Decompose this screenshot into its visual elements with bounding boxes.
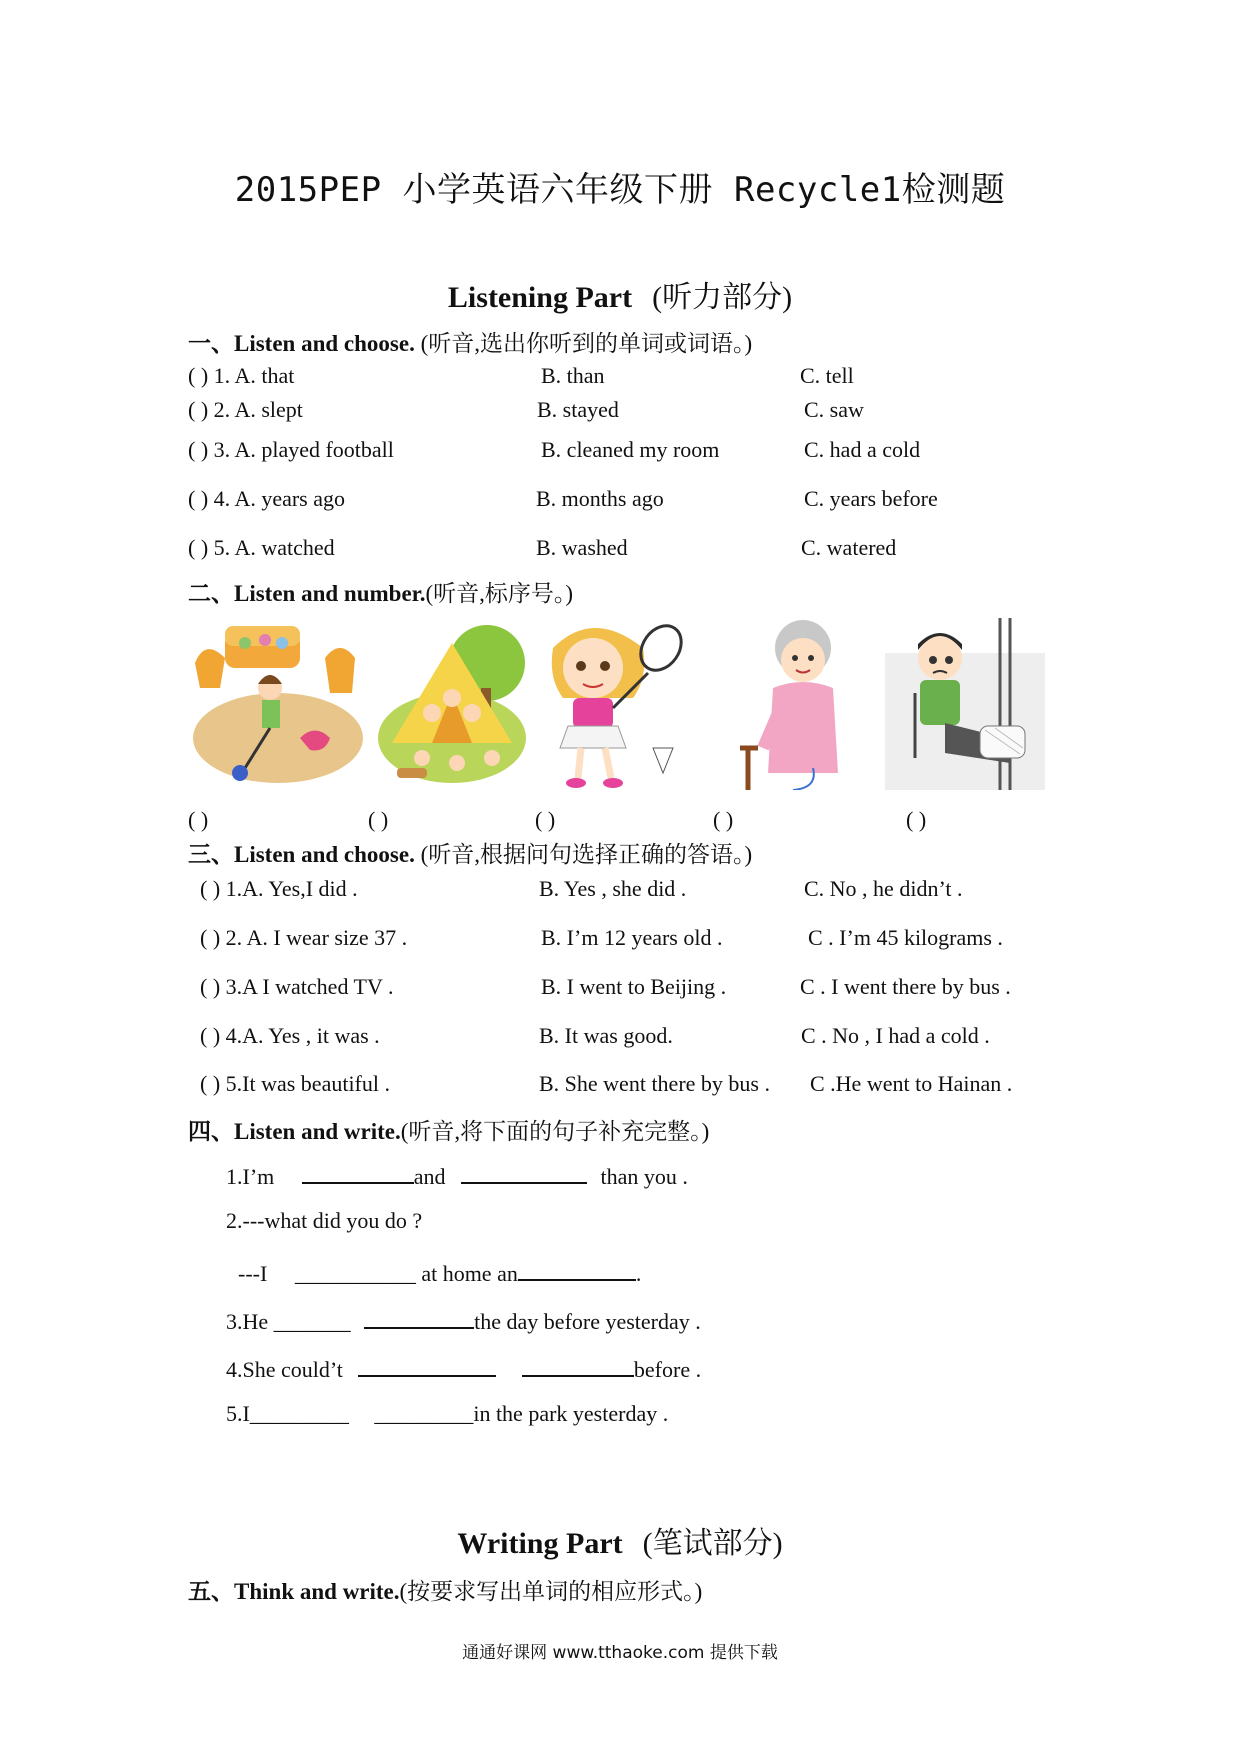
s4-line4-end: the day before yesterday . (474, 1309, 701, 1334)
camping-tent-illustration (377, 618, 527, 790)
s4-line1-start: 1.I’m (226, 1164, 275, 1189)
s3-q3-b: B. I went to Beijing . (541, 974, 727, 999)
s3-q1-a: ( ) 1.A. Yes,I did . (200, 876, 358, 901)
s4-line3-start: ---I (238, 1261, 268, 1286)
section1-heading (188, 325, 752, 358)
number-blank-2[interactable]: ( ) (368, 807, 389, 832)
s3-q2-a: ( ) 2. A. I wear size 37 . (200, 925, 408, 950)
s4-line1 (226, 1160, 688, 1190)
number-blank-4[interactable]: ( ) (713, 807, 734, 832)
s4-line1-blank1[interactable] (302, 1160, 414, 1184)
s3-q4-b: B. It was good. (539, 1023, 673, 1048)
s4-line6-blank2[interactable]: _________ (374, 1401, 474, 1426)
number-blank-5[interactable]: ( ) (906, 807, 927, 832)
section4-heading-en: 四、Listen and write. (188, 1119, 401, 1144)
section3-heading-en: 三、Listen and choose. (188, 842, 415, 867)
s4-line6-blank1[interactable]: _________ (249, 1401, 349, 1426)
section5-heading-cn: (按要求写出单词的相应形式。) (399, 1579, 703, 1604)
s1-q5-c: C. watered (801, 535, 897, 560)
section2-heading (188, 575, 573, 608)
s1-q4-a: ( ) 4. A. years ago (188, 486, 346, 511)
s3-q5-b: B. She went there by bus . (539, 1071, 770, 1096)
s3-q4-c: C . No , I had a cold . (801, 1023, 990, 1048)
s4-line3 (238, 1257, 641, 1287)
s1-q1-b: B. than (541, 363, 605, 388)
s1-q5-b: B. washed (536, 535, 628, 560)
section5-heading-en: 五、Think and write. (188, 1579, 400, 1604)
listening-part-cn: (听力部分) (652, 281, 793, 314)
s4-line4 (226, 1305, 701, 1335)
s1-q4-b: B. months ago (536, 486, 664, 511)
s4-line1-end: than you . (600, 1164, 688, 1189)
s3-q2-b: B. I’m 12 years old . (541, 925, 723, 950)
s4-line6-start: 5.I (226, 1401, 250, 1426)
section1-heading-en: 一、Listen and choose. (188, 331, 415, 356)
s1-q2-a: ( ) 2. A. slept (188, 397, 303, 422)
s1-q3-c: C. had a cold (804, 437, 921, 462)
section4-heading (188, 1113, 709, 1146)
s4-line5-end: before . (633, 1357, 702, 1382)
s4-line5-blank1[interactable] (358, 1353, 496, 1377)
s4-line1-blank2[interactable] (461, 1160, 587, 1184)
section2-heading-cn: (听音,标序号。) (425, 581, 574, 606)
s1-q1-c: C. tell (800, 363, 854, 388)
s4-line3-blank1[interactable]: ___________ (294, 1261, 416, 1286)
listening-part-heading (0, 272, 1240, 316)
s1-q3-b: B. cleaned my room (541, 437, 720, 462)
s3-q3-c: C . I went there by bus . (800, 974, 1011, 999)
section3-heading-cn: (听音,根据问句选择正确的答语。) (420, 842, 753, 867)
writing-part-en: Writing Part (457, 1527, 623, 1560)
s3-q1-b: B. Yes , she did . (539, 876, 687, 901)
s3-q4-a: ( ) 4.A. Yes , it was . (200, 1023, 380, 1048)
writing-part-cn: (笔试部分) (642, 1527, 783, 1560)
injured-man-illustration (885, 618, 1045, 790)
section3-heading (188, 836, 752, 869)
s4-line5 (226, 1353, 701, 1383)
s1-q5-a: ( ) 5. A. watched (188, 535, 335, 560)
badminton-girl-illustration (533, 618, 693, 790)
s1-q2-c: C. saw (804, 397, 864, 422)
page-title: 2015PEP 小学英语六年级下册 Recycle1检测题 (234, 170, 1006, 210)
s4-line3-blank2[interactable] (518, 1257, 636, 1281)
section4-heading-cn: (听音,将下面的句子补充完整。) (400, 1119, 710, 1144)
writing-part-heading (0, 1518, 1240, 1562)
s1-q2-b: B. stayed (537, 397, 619, 422)
s1-q4-c: C. years before (804, 486, 938, 511)
s4-line6-end: in the park yesterday . (473, 1401, 669, 1426)
page-footer: 通通好课网 www.tthaoke.com 提供下载 (462, 1643, 778, 1663)
s4-line3-end: . (635, 1261, 642, 1286)
s3-q5-a: ( ) 5.It was beautiful . (200, 1071, 390, 1096)
s4-line2: 2.---what did you do ? (226, 1208, 423, 1233)
number-blank-3[interactable]: ( ) (535, 807, 556, 832)
s1-q3-a: ( ) 3. A. played football (188, 437, 394, 462)
section5-heading (188, 1573, 702, 1606)
s3-q3-a: ( ) 3.A I watched TV . (200, 974, 394, 999)
s4-line4-blank1[interactable]: _______ (273, 1309, 351, 1334)
s3-q1-c: C. No , he didn’t . (804, 876, 963, 901)
section1-heading-cn: (听音,选出你听到的单词或词语。) (420, 331, 753, 356)
s4-line4-blank2[interactable] (364, 1305, 474, 1329)
listening-part-en: Listening Part (447, 281, 633, 314)
grandmother-illustration (718, 618, 868, 790)
s3-q2-c: C . I’m 45 kilograms . (808, 925, 1003, 950)
section2-heading-en: 二、Listen and number. (188, 581, 426, 606)
s4-line5-blank2[interactable] (522, 1353, 634, 1377)
s4-line5-start: 4.She could’t (226, 1357, 343, 1382)
number-blank-1[interactable]: ( ) (188, 807, 209, 832)
s4-line3-mid: at home an (421, 1261, 518, 1286)
s4-line4-start: 3.He (226, 1309, 269, 1334)
girl-cleaning-room-illustration (190, 618, 365, 790)
s4-line6 (226, 1401, 668, 1427)
s4-line1-mid: and (413, 1164, 446, 1189)
s1-q1-a: ( ) 1. A. that (188, 363, 295, 388)
s3-q5-c: C .He went to Hainan . (810, 1071, 1013, 1096)
